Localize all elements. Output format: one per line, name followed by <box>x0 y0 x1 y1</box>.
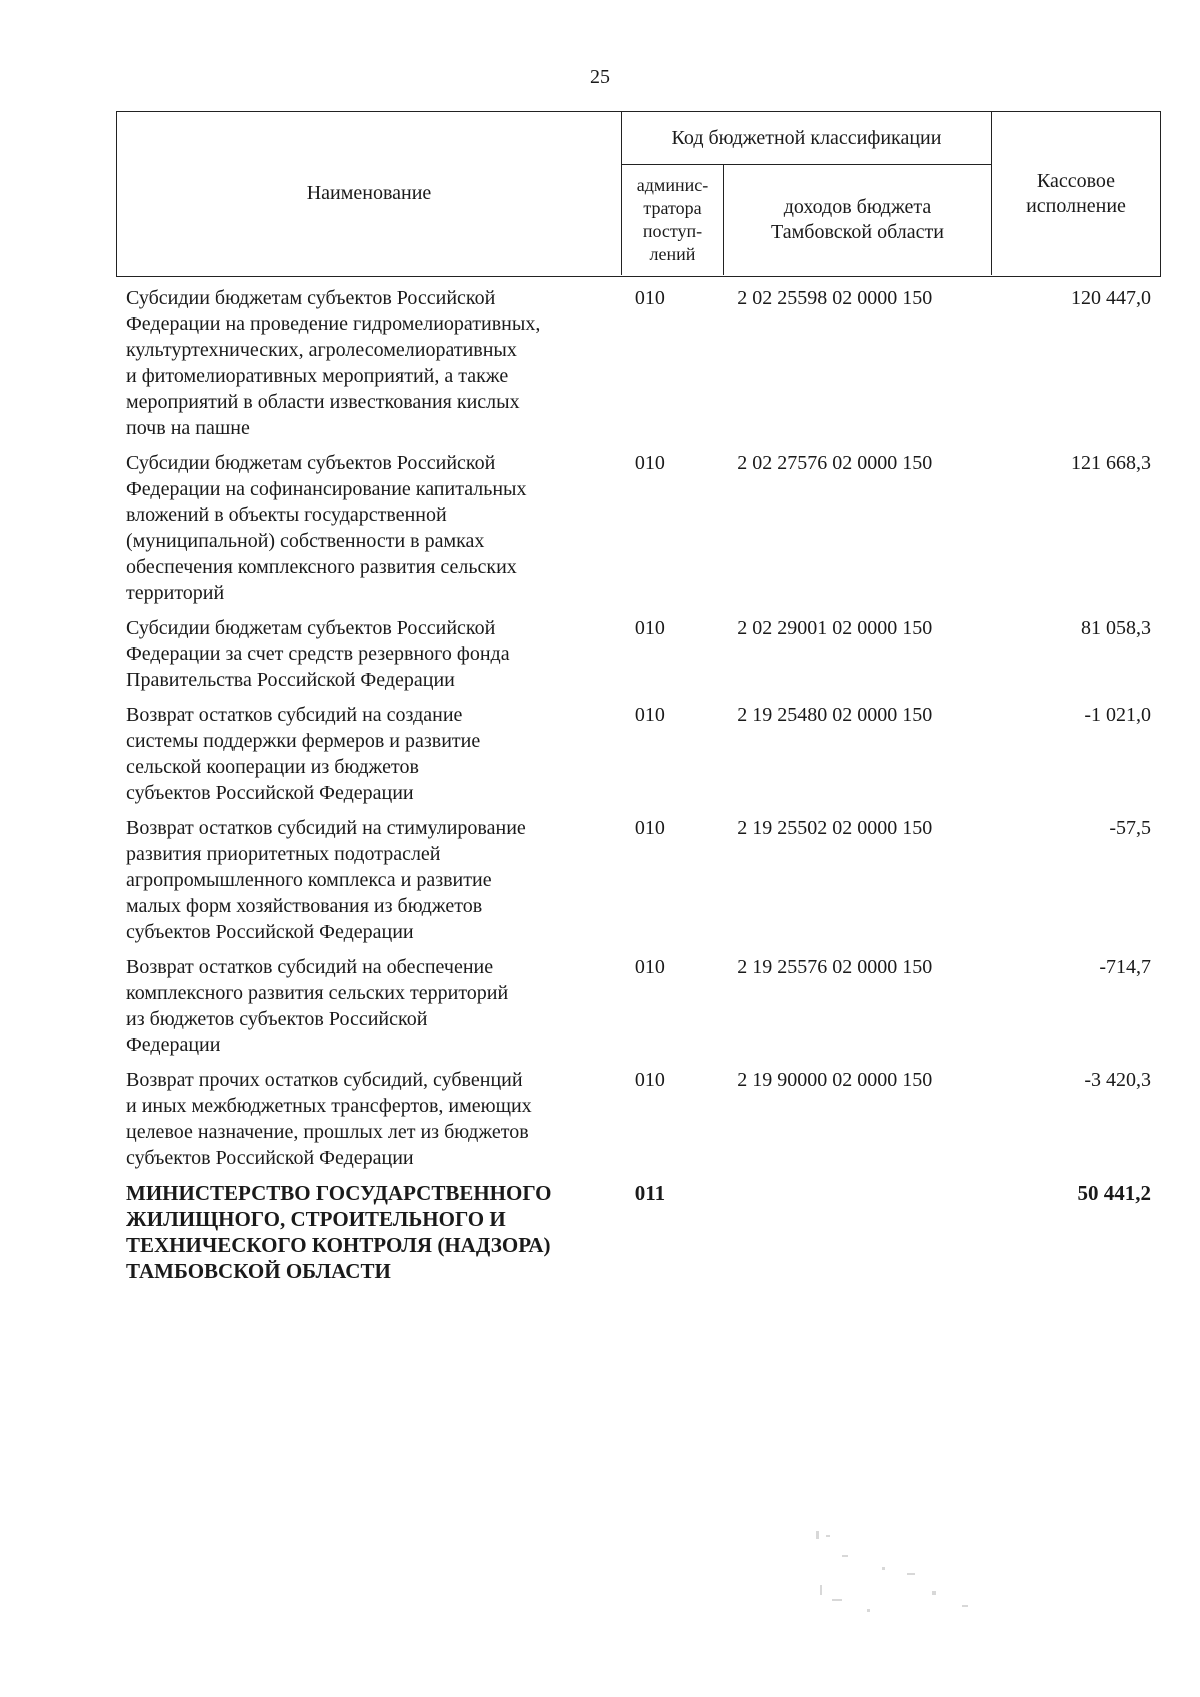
row-name-line: мероприятий в области известкования кислых <box>126 391 520 413</box>
row-income-code: 2 19 25502 02 0000 150 <box>737 817 933 839</box>
table-header <box>116 111 1161 277</box>
row-name-line: Возврат прочих остатков субсидий, субвенций <box>126 1069 523 1091</box>
row-name <box>126 815 601 945</box>
header-admin-line: админис- <box>636 175 709 195</box>
table-row <box>126 1180 1161 1284</box>
row-name <box>126 702 601 806</box>
row-name-line: системы поддержки фермеров и развитие <box>126 730 481 752</box>
table-row <box>126 815 1161 945</box>
faint-stamp-mark <box>812 1525 992 1625</box>
row-name-line: Субсидии бюджетам субъектов Российской <box>126 287 496 309</box>
row-name-line: ТЕХНИЧЕСКОГО КОНТРОЛЯ (НАДЗОРА) <box>126 1233 551 1257</box>
row-income-code: 2 19 25576 02 0000 150 <box>737 956 933 978</box>
row-name-line: почв на пашне <box>126 417 250 439</box>
table-body <box>126 285 1161 1293</box>
row-name <box>126 615 601 693</box>
table-row <box>126 615 1161 693</box>
row-name-line: (муниципальной) собственности в рамках <box>126 530 485 552</box>
table-row <box>126 1067 1161 1171</box>
table-row <box>126 702 1161 806</box>
row-name-line: Возврат остатков субсидий на стимулирование <box>126 817 526 839</box>
row-admin-code: 010 <box>634 452 665 474</box>
row-admin-code: 011 <box>634 1181 666 1205</box>
row-name-line: Возврат остатков субсидий на обеспечение <box>126 956 494 978</box>
header-admin-line: поступ- <box>642 221 703 241</box>
row-admin-code: 010 <box>634 1069 665 1091</box>
row-amount: 50 441,2 <box>1077 1181 1151 1205</box>
header-execution-line: исполнение <box>1026 194 1126 217</box>
row-name-line: вложений в объекты государственной <box>126 504 447 526</box>
row-amount: 81 058,3 <box>1081 617 1151 639</box>
row-name-line: субъектов Российской Федерации <box>126 782 414 804</box>
row-name-line: Субсидии бюджетам субъектов Российской <box>126 452 496 474</box>
row-name-line: Возврат остатков субсидий на создание <box>126 704 463 726</box>
row-admin-code: 010 <box>634 287 665 309</box>
row-name <box>126 450 601 606</box>
page-number: 25 <box>590 66 610 88</box>
header-admin <box>622 165 724 275</box>
row-name-line: агропромышленного комплекса и развитие <box>126 869 492 891</box>
row-income-code: 2 02 25598 02 0000 150 <box>737 287 933 309</box>
row-name-line: МИНИСТЕРСТВО ГОСУДАРСТВЕННОГО <box>126 1181 552 1205</box>
row-name-line: ТАМБОВСКОЙ ОБЛАСТИ <box>126 1259 391 1283</box>
row-name-line: и фитомелиоративных мероприятий, а также <box>126 365 509 387</box>
header-admin-line: тратора <box>643 198 702 218</box>
row-admin-code: 010 <box>634 704 665 726</box>
row-income-code: 2 02 29001 02 0000 150 <box>737 617 933 639</box>
row-name-line: из бюджетов субъектов Российской <box>126 1008 428 1030</box>
row-name-line: обеспечения комплексного развития сельских <box>126 556 517 578</box>
table-row <box>126 954 1161 1058</box>
header-income-line: Тамбовской области <box>771 221 944 243</box>
table-row <box>126 450 1161 606</box>
header-admin-line: лений <box>649 244 696 264</box>
table-row <box>126 285 1161 441</box>
row-name-line: субъектов Российской Федерации <box>126 921 414 943</box>
row-name-line: целевое назначение, прошлых лет из бюджетов <box>126 1121 529 1143</box>
row-name-line: малых форм хозяйствования из бюджетов <box>126 895 483 917</box>
row-amount: -57,5 <box>1109 817 1151 839</box>
row-name <box>126 1067 601 1171</box>
row-admin-code: 010 <box>634 956 665 978</box>
row-name <box>126 285 601 441</box>
header-execution-line: Кассовое <box>1036 169 1116 192</box>
header-execution <box>992 112 1160 275</box>
row-name-line: Федерации на софинансирование капитальных <box>126 478 527 500</box>
row-name <box>126 1180 601 1284</box>
row-amount: 121 668,3 <box>1071 452 1151 474</box>
row-name-line: и иных межбюджетных трансфертов, имеющих <box>126 1095 532 1117</box>
row-amount: -3 420,3 <box>1084 1069 1151 1091</box>
row-name-line: Федерации за счет средств резервного фонда <box>126 643 510 665</box>
header-name: Наименование <box>117 112 622 275</box>
row-name <box>126 954 601 1058</box>
row-income-code <box>699 1180 968 1284</box>
row-name-line: культуртехнических, агролесомелиоративных <box>126 339 517 361</box>
row-amount: 120 447,0 <box>1071 287 1151 309</box>
header-code-group: Код бюджетной классификации <box>622 112 992 165</box>
header-income <box>724 165 992 275</box>
row-name-line: Субсидии бюджетам субъектов Российской <box>126 617 496 639</box>
row-income-code: 2 19 25480 02 0000 150 <box>737 704 933 726</box>
row-name-line: ЖИЛИЩНОГО, СТРОИТЕЛЬНОГО И <box>126 1207 506 1231</box>
row-amount: -1 021,0 <box>1084 704 1151 726</box>
row-name-line: Федерации <box>126 1034 221 1056</box>
row-name-line: территорий <box>126 582 225 604</box>
row-admin-code: 010 <box>634 817 665 839</box>
row-name-line: Федерации на проведение гидромелиоративных, <box>126 313 541 335</box>
row-amount: -714,7 <box>1099 956 1151 978</box>
row-name-line: комплексного развития сельских территорий <box>126 982 509 1004</box>
row-income-code: 2 19 90000 02 0000 150 <box>737 1069 933 1091</box>
header-income-line: доходов бюджета <box>783 196 932 218</box>
row-name-line: субъектов Российской Федерации <box>126 1147 414 1169</box>
row-name-line: развития приоритетных подотраслей <box>126 843 441 865</box>
row-name-line: Правительства Российской Федерации <box>126 669 455 691</box>
row-name-line: сельской кооперации из бюджетов <box>126 756 419 778</box>
row-admin-code: 010 <box>634 617 665 639</box>
row-income-code: 2 02 27576 02 0000 150 <box>737 452 933 474</box>
